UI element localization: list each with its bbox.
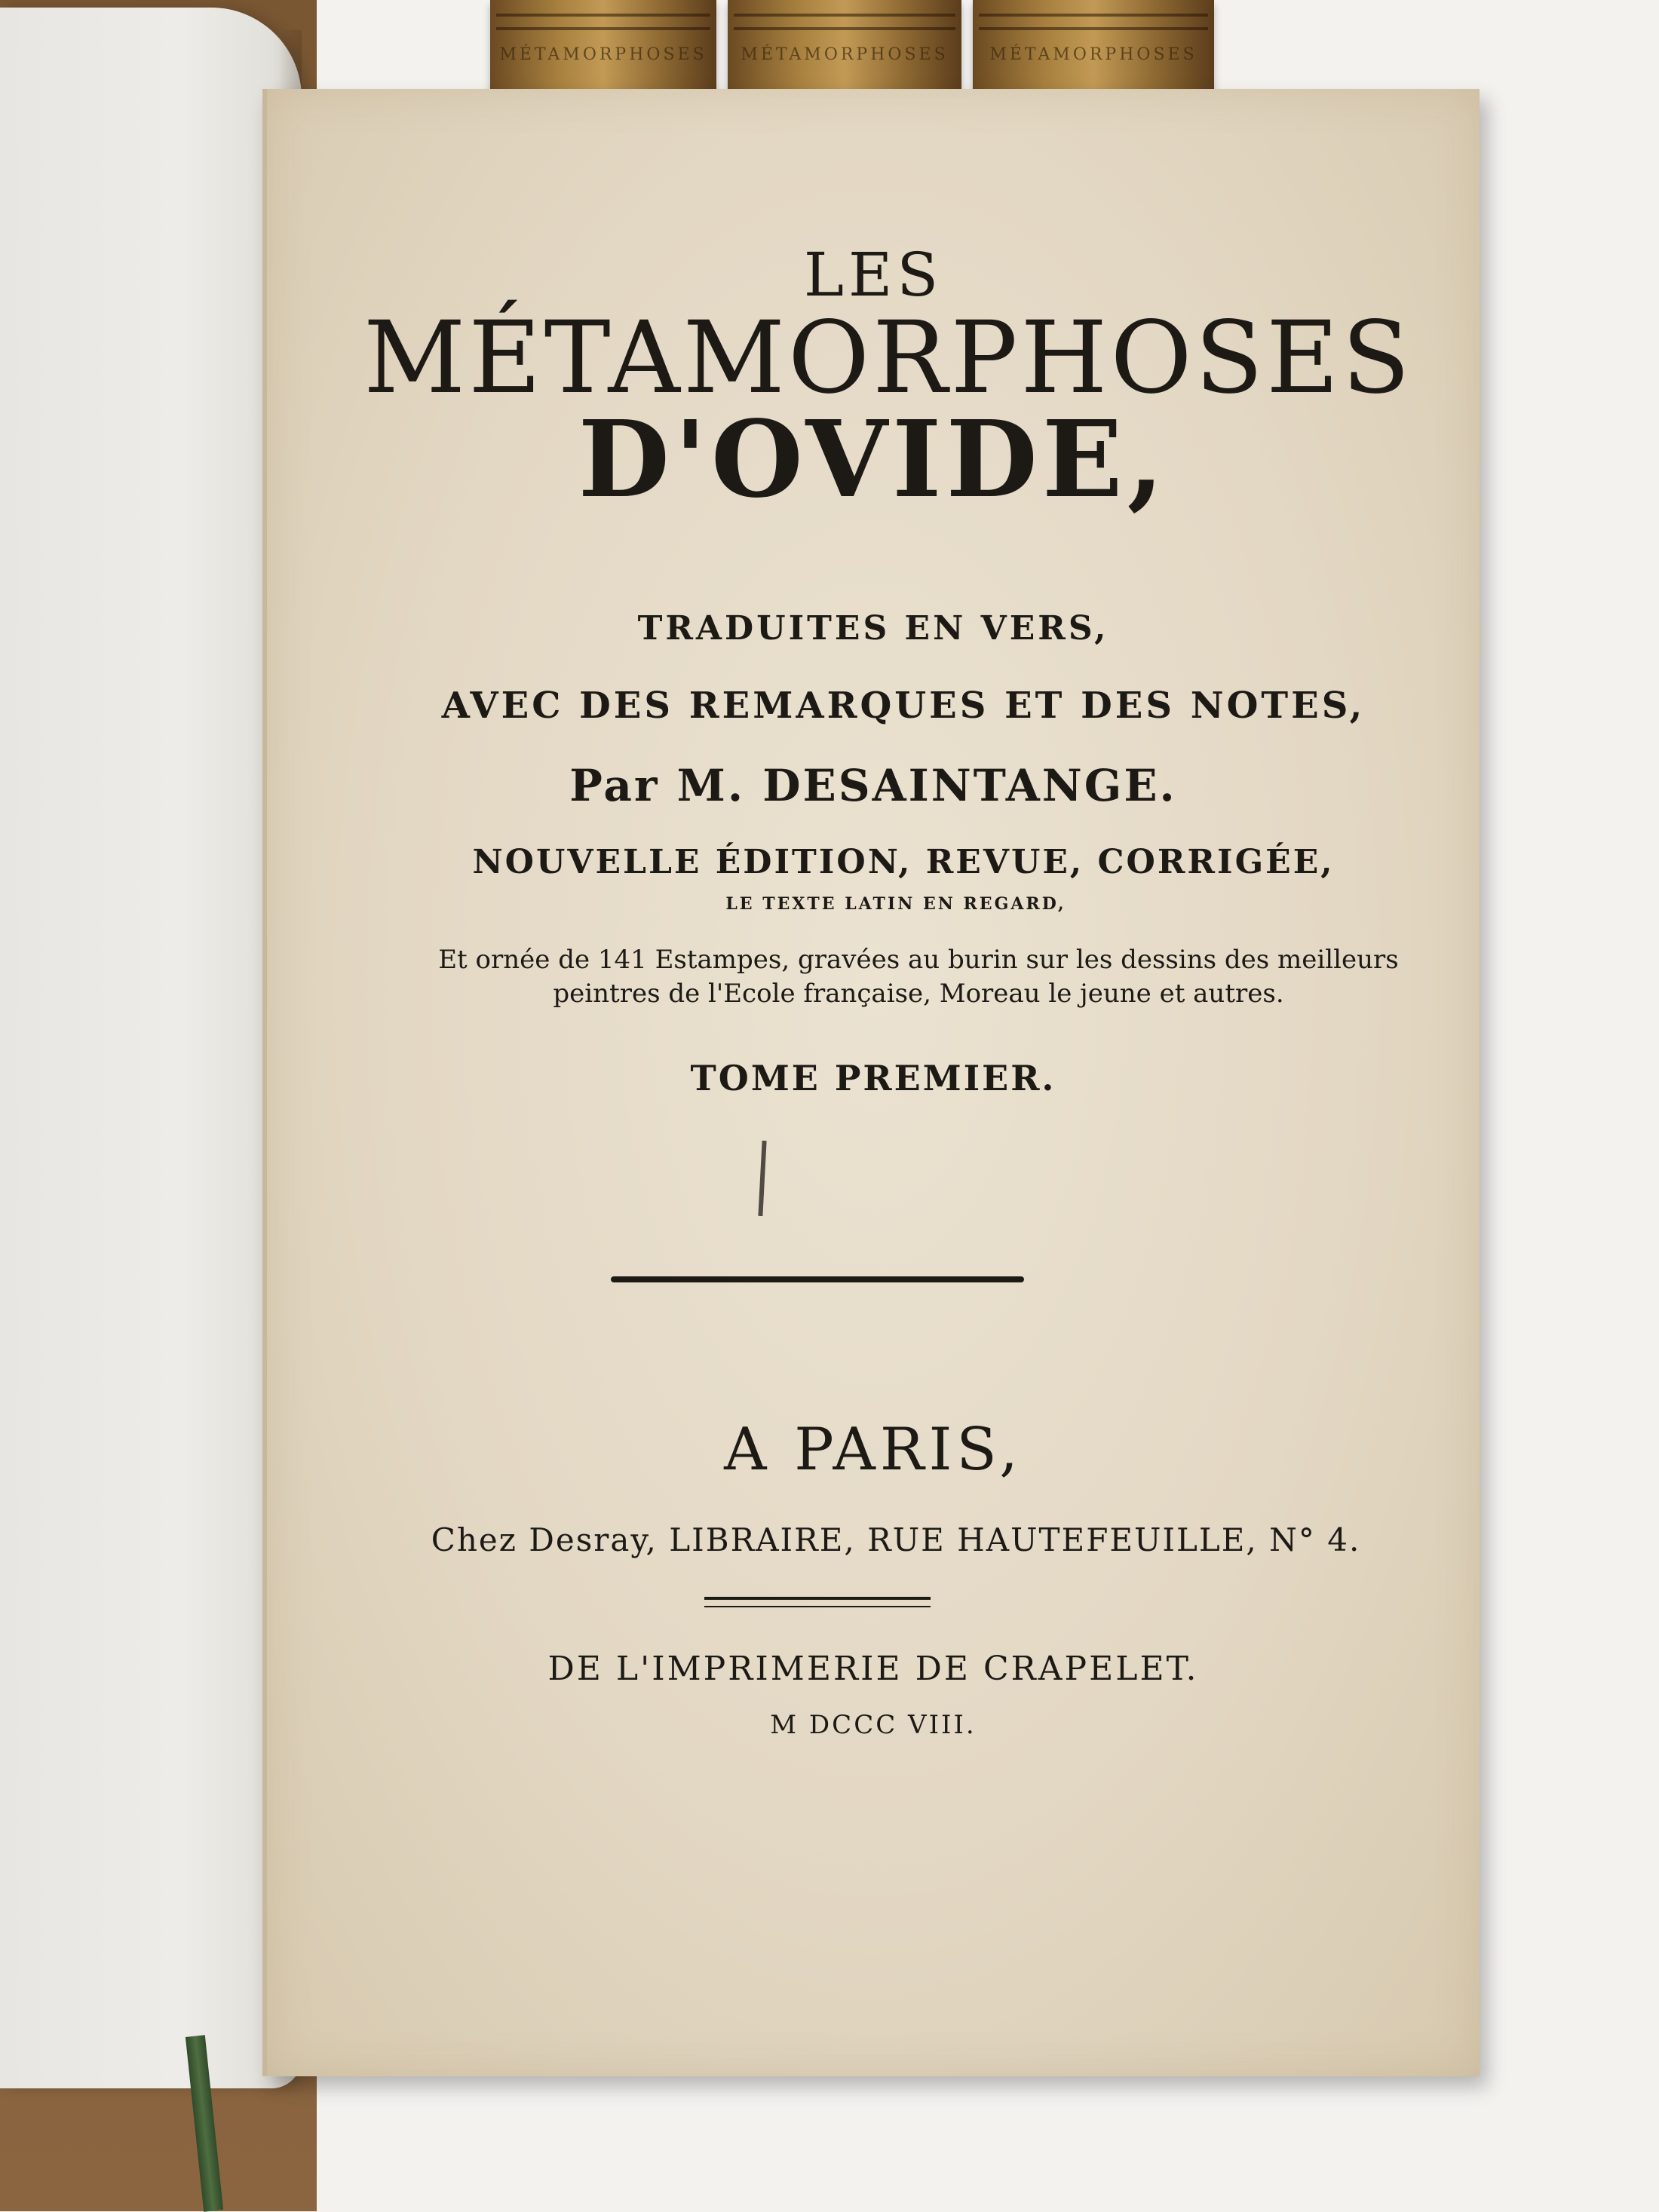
double-rule-bottom <box>704 1606 931 1607</box>
spine-title: MÉTAMORPHOSES <box>499 45 707 64</box>
title-page <box>262 89 1480 2076</box>
latin-text-line: LE TEXTE LATIN EN REGARD, <box>725 894 1066 914</box>
title-main: MÉTAMORPHOSES <box>363 300 1413 416</box>
divider-rule <box>611 1276 1024 1282</box>
imprint-place: A PARIS, <box>724 1416 1023 1484</box>
engravings-line: Et ornée de 141 Estampes, gravées au burin sur les dessins des meilleurs <box>438 945 1399 975</box>
imprint-printer: DE L'IMPRIMERIE DE CRAPELET. <box>547 1650 1199 1688</box>
volume-label: TOME PREMIER. <box>690 1058 1056 1098</box>
double-rule-top <box>704 1597 931 1600</box>
title-subtitle: D'OVIDE, <box>578 398 1169 522</box>
edition-line: NOUVELLE ÉDITION, REVUE, CORRIGÉE, <box>472 843 1335 881</box>
remarks-note: AVEC DES REMARQUES ET DES NOTES, <box>441 685 1366 727</box>
ink-mark <box>758 1141 766 1216</box>
spine-title: MÉTAMORPHOSES <box>989 45 1197 64</box>
painters-line: peintres de l'Ecole française, Moreau le jeune et autres. <box>553 979 1284 1009</box>
spine-title: MÉTAMORPHOSES <box>741 45 949 64</box>
title-les: LES <box>803 240 943 310</box>
imprint-date: M DCCC VIII. <box>770 1710 977 1740</box>
imprint-publisher: Chez Desray, LIBRAIRE, RUE HAUTEFEUILLE, N° 4. <box>431 1521 1361 1558</box>
translation-note: TRADUITES EN VERS, <box>637 609 1109 648</box>
left-blank-page <box>0 8 302 2088</box>
author-line: Par M. DESAINTANGE. <box>569 760 1177 811</box>
